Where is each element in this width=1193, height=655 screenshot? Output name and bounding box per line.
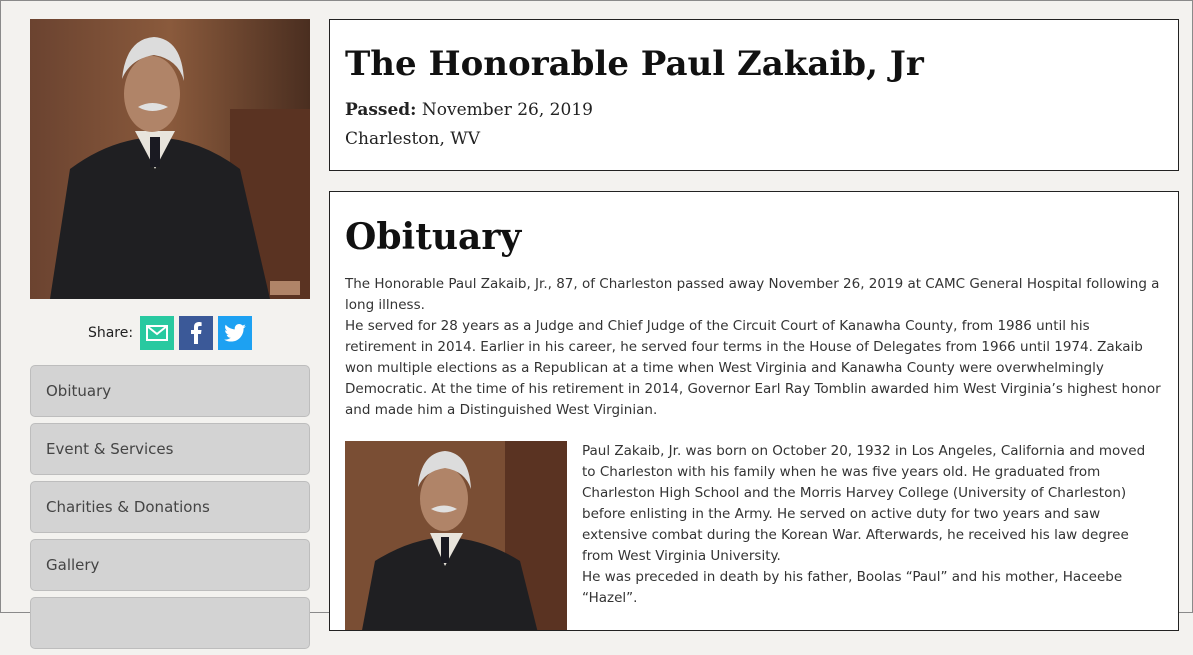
obituary-heading: Obituary <box>345 216 522 258</box>
portrait-image <box>30 19 310 299</box>
twitter-icon <box>224 324 246 342</box>
passed-info <box>345 96 1163 154</box>
obituary-paragraph: He was preceded in death by his father, Boolas “Paul” and his mother, Haceebe “Hazel”. <box>582 569 1123 606</box>
passed-line <box>345 96 1163 125</box>
header-card <box>329 19 1179 171</box>
nav-item-gallery[interactable]: Gallery <box>30 539 310 591</box>
obituary-nav <box>30 365 310 649</box>
nav-item-charities-donations[interactable]: Charities & Donations <box>30 481 310 533</box>
passed-label: Passed: <box>345 100 417 120</box>
share-email-button[interactable] <box>140 316 174 350</box>
obituary-two-column <box>345 441 1163 631</box>
obituary-card <box>329 191 1179 631</box>
share-twitter-button[interactable] <box>218 316 252 350</box>
sidebar <box>30 19 310 655</box>
obituary-right-column <box>582 441 1163 631</box>
page-title: The Honorable Paul Zakaib, Jr <box>345 44 924 84</box>
nav-item-obituary[interactable]: Obituary <box>30 365 310 417</box>
passed-date: November 26, 2019 <box>421 100 593 120</box>
share-row <box>30 316 310 350</box>
share-facebook-button[interactable] <box>179 316 213 350</box>
obituary-paragraph: The Honorable Paul Zakaib, Jr., 87, of Charleston passed away November 26, 2019 at CAMC General Hospital following a long illness. <box>345 276 1160 313</box>
obituary-paragraph: He served for 28 years as a Judge and Chief Judge of the Circuit Court of Kanawha County, from 1986 until his retirement in 2014. Earlier in his career, he served four terms in the House of Delegates from 1966 until 1974. Zakaib won multiple elections as a Republican at a time when West Virginia and Kanawha County were overwhelmingly Democratic. At the time of his retirement in 2014, Governor Earl Ray Tomblin awarded him West Virginia’s highest honor and made him a Distinguished West Virginian. <box>345 318 1161 418</box>
nav-item-event-services[interactable]: Event & Services <box>30 423 310 475</box>
email-icon <box>146 325 168 341</box>
obituary-paragraph: Paul Zakaib, Jr. was born on October 20, 1932 in Los Angeles, California and moved to Charleston with his family when he was five years old. He graduated from Charleston High School and the Morris Harvey College (University of Charleston) before enlisting in the Army. He served on active duty for two years and saw extensive combat during the Korean War. Afterwards, he received his law degree from West Virginia University. <box>582 443 1146 564</box>
share-label: Share: <box>87 325 134 341</box>
inline-portrait-image <box>345 441 567 631</box>
nav-item-more[interactable] <box>30 597 310 649</box>
facebook-icon <box>190 322 202 344</box>
location: Charleston, WV <box>345 129 481 149</box>
